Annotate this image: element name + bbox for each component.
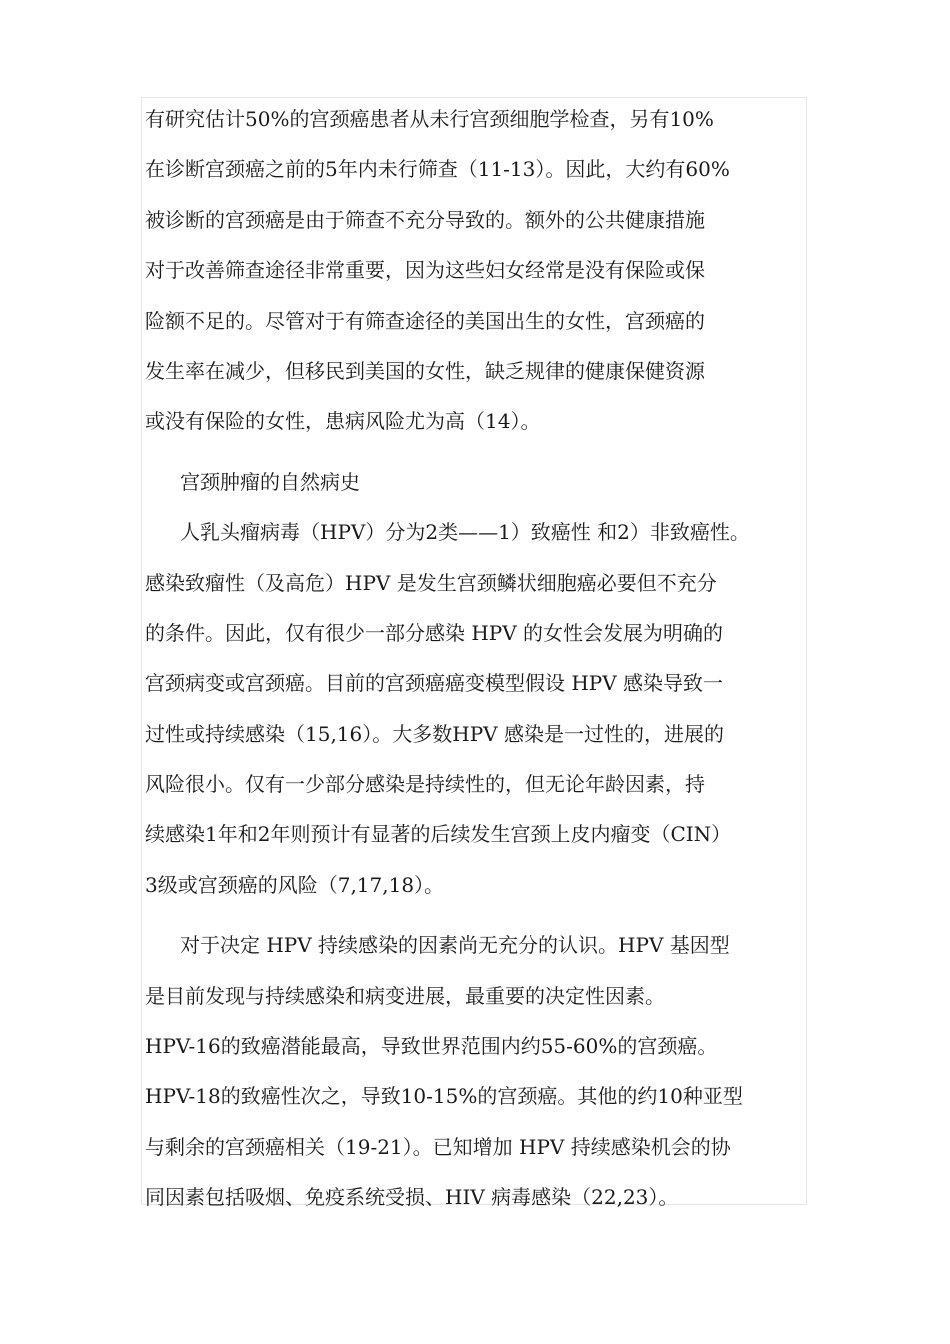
text-line: HPV-16的致癌潜能最高，导致世界范围内约55-60%的宫颈癌。 bbox=[145, 1034, 718, 1059]
text-line: 有研究估计50%的宫颈癌患者从未行宫颈细胞学检查，另有10% bbox=[145, 107, 714, 131]
text-line: 人乳头瘤病毒（HPV）分为2类——1）致癌性 和2）非致癌性。 bbox=[180, 520, 750, 545]
text-line: 续感染1年和2年则预计有显著的后续发生宫颈上皮内瘤变（CIN） bbox=[145, 822, 732, 847]
text-line: 发生率在减少，但移民到美国的女性，缺乏规律的健康保健资源 bbox=[145, 358, 705, 383]
section-heading: 宫颈肿瘤的自然病史 bbox=[180, 469, 360, 494]
text-line: 宫颈病变或宫颈癌。目前的宫颈癌癌变模型假设 HPV 感染导致一 bbox=[145, 671, 724, 696]
text-line: 或没有保险的女性，患病风险尤为高（14）。 bbox=[145, 409, 541, 434]
text-line: 过性或持续感染（15,16）。大多数HPV 感染是一过性的，进展的 bbox=[145, 721, 724, 746]
text-line: 3级或宫颈癌的风险（7,17,18）。 bbox=[145, 872, 445, 897]
text-line: 与剩余的宫颈癌相关（19-21）。已知增加 HPV 持续感染机会的协 bbox=[145, 1134, 731, 1159]
text-line: 风险很小。仅有一少部分感染是持续性的，但无论年龄因素，持 bbox=[145, 772, 705, 797]
paragraph-hpv-persistence bbox=[145, 920, 813, 1222]
paragraph-spacer bbox=[145, 910, 813, 920]
text-line: 对于决定 HPV 持续感染的因素尚无充分的认识。HPV 基因型 bbox=[180, 933, 730, 958]
paragraph-screening-statistics bbox=[145, 94, 813, 447]
text-line: HPV-18的致癌性次之，导致10-15%的宫颈癌。其他的约10种亚型 bbox=[145, 1084, 743, 1109]
text-line: 感染致瘤性（及高危）HPV 是发生宫颈鳞状细胞癌必要但不充分 bbox=[145, 570, 717, 595]
text-line: 是目前发现与持续感染和病变进展，最重要的决定性因素。 bbox=[145, 983, 665, 1008]
text-line: 对于改善筛查途径非常重要，因为这些妇女经常是没有保险或保 bbox=[145, 258, 705, 283]
paragraph-hpv-classification bbox=[145, 507, 813, 910]
text-line: 的条件。因此，仅有很少一部分感染 HPV 的女性会发展为明确的 bbox=[145, 620, 724, 645]
text-line: 同因素包括吸烟、免疫系统受损、HIV 病毒感染（22,23）。 bbox=[145, 1185, 679, 1210]
document-body bbox=[145, 94, 813, 1223]
text-line: 在诊断宫颈癌之前的5年内未行筛查（11-13）。因此，大约有60% bbox=[145, 157, 730, 182]
paragraph-spacer bbox=[145, 447, 813, 457]
text-line: 被诊断的宫颈癌是由于筛查不充分导致的。额外的公共健康措施 bbox=[145, 207, 705, 232]
text-line: 险额不足的。尽管对于有筛查途径的美国出生的女性，宫颈癌的 bbox=[145, 308, 705, 333]
